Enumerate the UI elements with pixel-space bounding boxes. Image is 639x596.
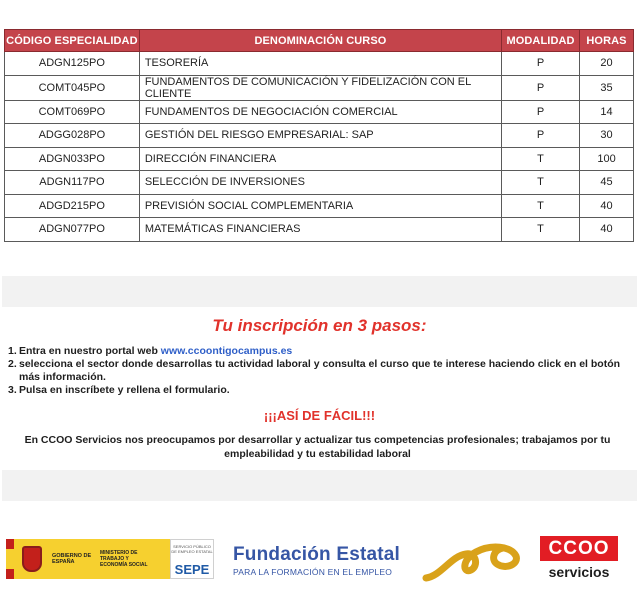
course-code: COMT069PO bbox=[5, 100, 140, 124]
course-name: SELECCIÓN DE INVERSIONES bbox=[139, 171, 501, 195]
course-code: COMT045PO bbox=[5, 75, 140, 100]
courses-table bbox=[4, 29, 634, 242]
closing-text: En CCOO Servicios nos preocupamos por desarrollar y actualizar tus competencias profesionales; trabajamos por tu empleabilidad y tu estabilidad laboral bbox=[24, 434, 611, 460]
step-text: selecciona el sector donde desarrollas tu actividad laboral y consulta el curso que te interese haciendo click en el botón más información. bbox=[19, 358, 621, 383]
course-name: FUNDAMENTOS DE NEGOCIACIÓN COMERCIAL bbox=[139, 100, 501, 124]
coat-of-arms-icon bbox=[22, 546, 42, 572]
table-row bbox=[5, 124, 634, 148]
table-header-row bbox=[5, 30, 634, 52]
course-hours: 45 bbox=[580, 171, 634, 195]
divider-band bbox=[2, 276, 637, 307]
table-row bbox=[5, 218, 634, 242]
course-name: MATEMÁTICAS FINANCIERAS bbox=[139, 218, 501, 242]
course-hours: 35 bbox=[580, 75, 634, 100]
sepe-subtitle: SERVICIO PÚBLICO DE EMPLEO ESTATAL bbox=[171, 544, 213, 554]
course-code: ADGN077PO bbox=[5, 218, 140, 242]
step-number: 1. bbox=[8, 345, 17, 357]
course-hours: 100 bbox=[580, 147, 634, 171]
course-name: TESORERÍA bbox=[139, 52, 501, 76]
ccoo-mark: CCOO bbox=[540, 536, 618, 561]
footer-logos bbox=[0, 530, 639, 590]
sepe-logo bbox=[170, 539, 214, 579]
course-mode: P bbox=[502, 75, 580, 100]
ministry-text: MINISTERIO DE TRABAJO Y ECONOMÍA SOCIAL bbox=[100, 550, 148, 568]
fundacion-logo bbox=[233, 544, 413, 577]
steps-title: Tu inscripción en 3 pasos: bbox=[212, 316, 427, 335]
header-mode: MODALIDAD bbox=[502, 30, 580, 52]
header-hours: HORAS bbox=[580, 30, 634, 52]
course-code: ADGN125PO bbox=[5, 52, 140, 76]
course-name: GESTIÓN DEL RIESGO EMPRESARIAL: SAP bbox=[139, 124, 501, 148]
course-code: ADGG028PO bbox=[5, 124, 140, 148]
step-number: 2. bbox=[8, 358, 17, 370]
course-name: DIRECCIÓN FINANCIERA bbox=[139, 147, 501, 171]
course-code: ADGN117PO bbox=[5, 171, 140, 195]
table-row bbox=[5, 147, 634, 171]
step-text-content: Entra en nuestro portal web bbox=[19, 345, 161, 357]
table-row bbox=[5, 194, 634, 218]
steps-list bbox=[8, 345, 628, 397]
course-hours: 14 bbox=[580, 100, 634, 124]
sepe-name: SEPE bbox=[174, 562, 210, 577]
divider-band bbox=[2, 470, 637, 501]
header-code: CÓDIGO ESPECIALIDAD bbox=[5, 30, 140, 52]
step-item bbox=[8, 358, 628, 384]
course-hours: 40 bbox=[580, 218, 634, 242]
course-name: PREVISIÓN SOCIAL COMPLEMENTARIA bbox=[139, 194, 501, 218]
step-number: 3. bbox=[8, 384, 17, 396]
table-row bbox=[5, 52, 634, 76]
step-item bbox=[8, 384, 628, 397]
spain-flag-icon bbox=[6, 539, 14, 579]
ccoo-servicios: servicios bbox=[548, 564, 610, 580]
course-name: FUNDAMENTOS DE COMUNICACIÓN Y FIDELIZACIÓN CON EL CLIENTE bbox=[139, 75, 501, 100]
header-name: DENOMINACIÓN CURSO bbox=[139, 30, 501, 52]
table-row bbox=[5, 100, 634, 124]
fundacion-title: Fundación Estatal bbox=[233, 544, 401, 565]
fundacion-swirl-icon bbox=[421, 536, 521, 586]
course-hours: 30 bbox=[580, 124, 634, 148]
table-row bbox=[5, 171, 634, 195]
course-hours: 40 bbox=[580, 194, 634, 218]
course-code: ADGN033PO bbox=[5, 147, 140, 171]
fundacion-subtitle: PARA LA FORMACIÓN EN EL EMPLEO bbox=[233, 567, 393, 577]
course-mode: T bbox=[502, 218, 580, 242]
table-row bbox=[5, 75, 634, 100]
easy-banner: ¡¡¡ASÍ DE FÁCIL!!! bbox=[263, 408, 376, 423]
step-item bbox=[8, 345, 628, 358]
step-text bbox=[19, 345, 292, 358]
course-mode: P bbox=[502, 124, 580, 148]
gov-text: GOBIERNO DE ESPAÑA bbox=[52, 552, 92, 565]
course-mode: T bbox=[502, 147, 580, 171]
government-logo bbox=[6, 539, 170, 579]
ccoo-logo bbox=[540, 536, 618, 584]
course-hours: 20 bbox=[580, 52, 634, 76]
course-code: ADGD215PO bbox=[5, 194, 140, 218]
course-mode: T bbox=[502, 171, 580, 195]
course-mode: T bbox=[502, 194, 580, 218]
step-text: Pulsa en inscríbete y rellena el formulario. bbox=[19, 384, 230, 396]
course-mode: P bbox=[502, 100, 580, 124]
course-mode: P bbox=[502, 52, 580, 76]
portal-link[interactable]: www.ccoontigocampus.es bbox=[160, 345, 293, 357]
